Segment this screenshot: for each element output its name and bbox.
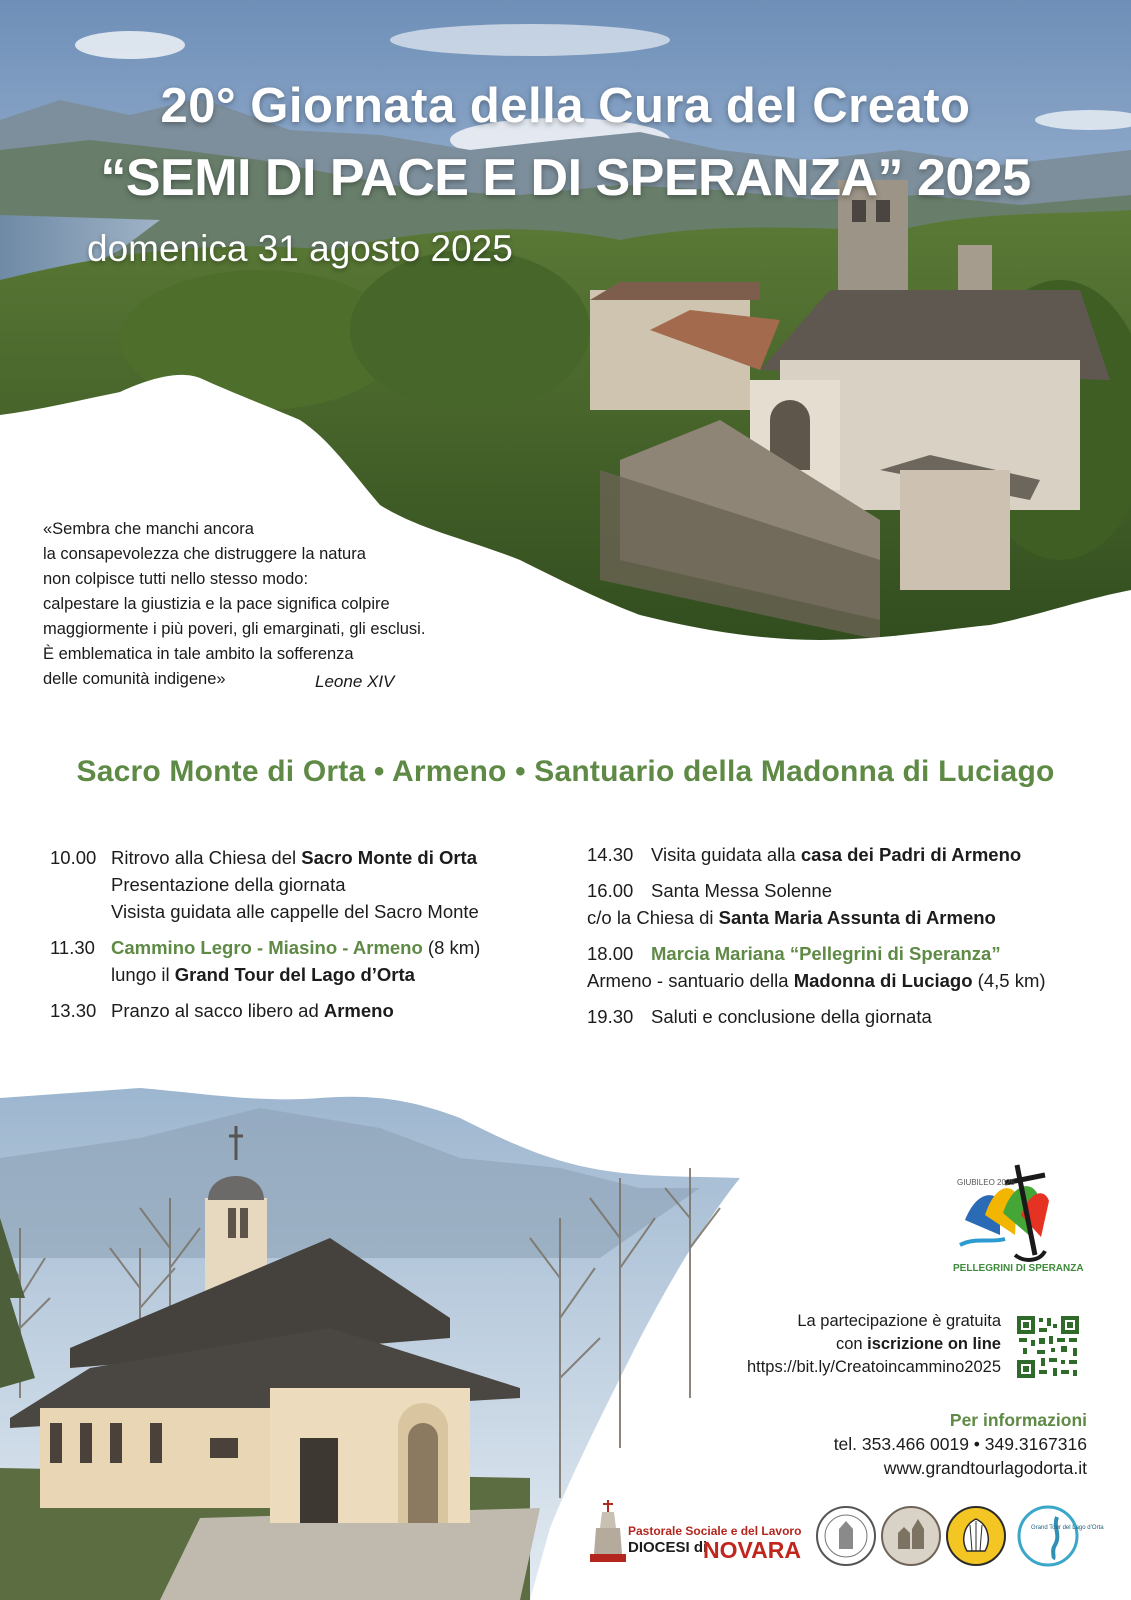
program-time: 13.30: [50, 1000, 97, 1021]
program-time: 10.00: [50, 847, 97, 868]
quote-line: «Sembra che manchi ancora: [43, 520, 254, 538]
places-heading: Sacro Monte di Orta • Armeno • Santuario della Madonna di Luciago: [76, 755, 1055, 788]
quote-line: maggiormente i più poveri, gli emarginati, gli esclusi.: [43, 620, 426, 638]
diocesi-line3: NOVARA: [703, 1537, 801, 1563]
contacts-phones: tel. 353.466 0019 • 349.3167316: [833, 1434, 1087, 1454]
giubileo-logo: [945, 1145, 1084, 1275]
diocesi-line1: Pastorale Sociale e del Lavoro: [628, 1524, 802, 1538]
program-item: [50, 844, 550, 925]
grand-tour-seal-icon: [1017, 1505, 1104, 1567]
program-item: [587, 841, 1107, 868]
quote: [43, 517, 503, 692]
program-item: [587, 940, 1107, 994]
contacts-website[interactable]: www.grandtourlagodorta.it: [883, 1458, 1087, 1478]
seal-emblem-icon: [815, 1505, 877, 1567]
quote-line: calpestare la giustizia e la pace significa colpire: [43, 595, 390, 613]
qr-code-graphic: [1015, 1314, 1081, 1380]
giubileo-emblem: [945, 1145, 1084, 1275]
program-text: Cammino Legro - Miasino - Armeno (8 km): [111, 937, 481, 958]
program-item: [587, 1003, 1107, 1030]
qr-code[interactable]: [1015, 1314, 1081, 1380]
contacts-heading: Per informazioni: [949, 1410, 1087, 1430]
program-text: Visista guidata alle cappelle del Sacro Monte: [111, 901, 479, 922]
program-text: 18.00 Marcia Mariana “Pellegrini di Speranza”: [587, 940, 1107, 967]
registration-info: [747, 1310, 1001, 1379]
program-item: [50, 997, 550, 1024]
program-text: lungo il Grand Tour del Lago d’Orta: [111, 964, 415, 985]
program-item: [587, 877, 1107, 931]
grand-tour-logo: [1017, 1505, 1104, 1567]
program-text: Pranzo al sacco libero ad Armeno: [111, 1000, 394, 1021]
program-text: Presentazione della giornata: [111, 874, 346, 895]
quote-line: non colpisce tutti nello stesso modo:: [43, 570, 309, 588]
registration-line: La partecipazione è gratuita: [797, 1312, 1001, 1330]
church-seal-icon: [880, 1505, 942, 1567]
quote-line: delle comunità indigene»: [43, 670, 226, 688]
program-text: c/o la Chiesa di Santa Maria Assunta di Armeno: [587, 907, 996, 928]
shell-seal-icon: [945, 1505, 1007, 1567]
program-text: 14.30 Visita guidata alla casa dei Padri di Armeno: [587, 841, 1107, 868]
quote-line: la consapevolezza che distruggere la natura: [43, 545, 366, 563]
diocesi-line2: DIOCESI di: [628, 1539, 708, 1556]
program-item: [50, 934, 550, 988]
seal-logo-3: [945, 1505, 1007, 1567]
cupola-icon: [590, 1498, 626, 1568]
program-time: 11.30: [50, 937, 95, 958]
title-line-2: “SEMI DI PACE E DI SPERANZA” 2025: [100, 149, 1031, 207]
seal-logo-1: [815, 1505, 877, 1567]
event-date: domenica 31 agosto 2025: [87, 228, 513, 269]
program-time: 14.30: [587, 844, 634, 865]
giubileo-bottom-text: PELLEGRINI DI SPERANZA: [953, 1263, 1084, 1274]
giubileo-top-text: GIUBILEO 2025: [957, 1178, 1015, 1187]
program-text: Armeno - santuario della Madonna di Luciago (4,5 km): [587, 970, 1046, 991]
program-text: Ritrovo alla Chiesa del Sacro Monte di Orta: [111, 847, 478, 868]
program-time: 19.30: [587, 1006, 634, 1027]
registration-line: con iscrizione on line: [835, 1335, 1001, 1353]
program-text: 19.30 Saluti e conclusione della giornata: [587, 1003, 1107, 1030]
contacts: [834, 1408, 1087, 1480]
grand-tour-text: Grand Tour del Lago d’Orta: [1031, 1525, 1104, 1531]
program-right: [587, 841, 1107, 1039]
program-left: [50, 844, 550, 1033]
quote-author: Leone XIV: [315, 672, 395, 691]
program-text: 16.00 Santa Messa Solenne: [587, 877, 1107, 904]
seal-logo-2: [880, 1505, 942, 1567]
title-line-1: 20° Giornata della Cura del Creato: [160, 79, 971, 133]
program-time: 18.00: [587, 943, 634, 964]
quote-line: È emblematica in tale ambito la sofferenza: [43, 645, 354, 663]
program-time: 16.00: [587, 880, 634, 901]
diocesi-novara-logo: [590, 1498, 805, 1568]
registration-link[interactable]: https://bit.ly/Creatoincammino2025: [746, 1358, 1001, 1376]
